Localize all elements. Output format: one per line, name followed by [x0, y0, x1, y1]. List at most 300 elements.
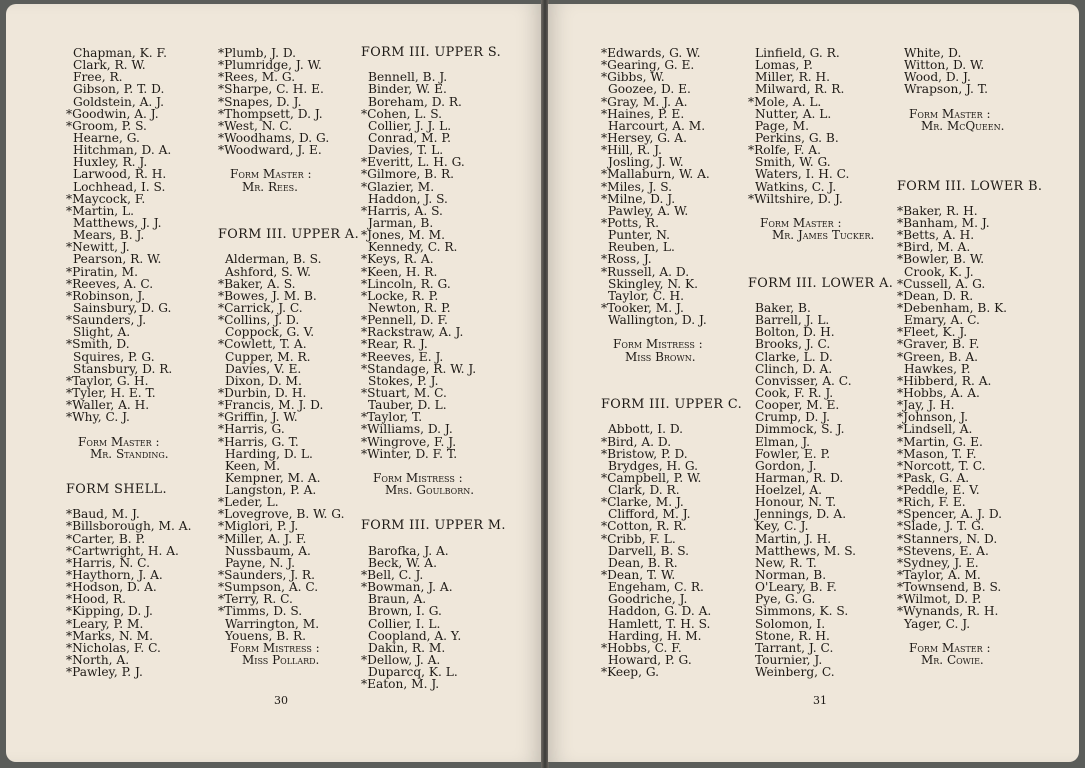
student-name: Conrad, M. P. [368, 130, 451, 145]
form-master-name: Miss Brown. [625, 349, 696, 364]
student-name: Jennings, D. A. [755, 507, 847, 522]
student-name: *Peddle, E. V. [897, 483, 980, 498]
student-name: Engeham, C. R. [608, 580, 704, 595]
student-name: *Betts, A. H. [897, 228, 975, 243]
student-name: *Wiltshire, D. J. [748, 191, 843, 206]
form-master-title: Form Master : [230, 167, 312, 182]
student-name: *Reeves, A. C. [66, 276, 154, 291]
student-name: Bennell, B. J. [368, 70, 448, 85]
student-name: *Miglori, P. J. [218, 519, 299, 534]
form-heading: FORM III. UPPER A. [218, 227, 360, 243]
student-name: Brown, I. G. [368, 604, 442, 619]
student-name: Barofka, J. A. [368, 543, 449, 558]
student-name: *Haythorn, J. A. [66, 568, 163, 583]
student-name: Huxley, R. J. [73, 155, 148, 170]
student-name: *Hersey, G. A. [601, 130, 687, 145]
student-name: Collier, J. J. L. [368, 118, 452, 133]
student-name: Abbott, I. D. [608, 422, 684, 437]
student-name: Wallington, D. J. [608, 313, 707, 328]
student-name: *Green, B. A. [897, 349, 979, 364]
student-name: *Fleet, K. J. [897, 325, 968, 340]
student-name: Kennedy, C. R. [368, 240, 458, 255]
student-name: *Debenham, B. K. [897, 300, 1008, 315]
student-name: Reuben, L. [608, 240, 675, 255]
student-name: *Dean, T. W. [601, 568, 676, 583]
student-name: *Stuart, M. C. [361, 385, 447, 400]
student-name: Skingley, N. K. [608, 276, 699, 291]
student-name: *Nicholas, F. C. [66, 640, 161, 655]
student-name: *Harris, N. C. [66, 555, 150, 570]
form-master-name: Mr. Rees. [242, 179, 298, 194]
form-heading: FORM III. UPPER C. [601, 397, 743, 413]
student-name: *Tooker, M. J. [601, 300, 684, 315]
student-name: *Terry, R. C. [218, 592, 293, 607]
student-name: *Rear, R. J. [361, 337, 428, 352]
student-name: *Eaton, M. J. [361, 677, 440, 692]
student-name: Boreham, D. R. [368, 94, 462, 109]
student-name: *Baker, A. S. [218, 276, 296, 291]
student-name: *Sharpe, C. H. E. [218, 82, 324, 97]
form-master-name: Mr. McQueen. [921, 118, 1005, 133]
student-name: *Hobbs, C. F. [601, 640, 682, 655]
spacer [361, 533, 506, 545]
student-name: *Bird, M. A. [897, 240, 971, 255]
spacer [601, 375, 742, 387]
student-name: Sainsbury, D. G. [73, 300, 172, 315]
student-name: Clifford, M. J. [608, 507, 691, 522]
student-name: *Haines, P. E. [601, 106, 685, 121]
student-name: Taylor, C. H. [608, 288, 684, 303]
student-name: Punter, N. [608, 228, 671, 243]
student-name: *Miles, J. S. [601, 179, 673, 194]
student-name: *Hood, R. [66, 592, 126, 607]
student-name: *Cotton, R. R. [601, 519, 687, 534]
student-name: *Piratin, M. [66, 264, 139, 279]
student-name: Haddon, J. S. [368, 191, 448, 206]
student-name: Matthews, M. S. [755, 543, 857, 558]
student-name: Howard, P. G. [608, 653, 692, 668]
student-name: *Potts, R. [601, 215, 659, 230]
student-name: *Stanners, N. D. [897, 531, 998, 546]
student-name: *Bowes, J. M. B. [218, 288, 317, 303]
student-name: Watkins, C. J. [755, 179, 837, 194]
spacer [897, 193, 1042, 205]
right-page [548, 4, 1079, 762]
form-master-title: Form Mistress : [230, 640, 320, 655]
student-name: Dakin, R. M. [368, 640, 446, 655]
student-name: Jarman, B. [368, 215, 434, 230]
student-name: *Newitt, J. [66, 240, 130, 255]
student-name: *Billsborough, M. A. [66, 519, 192, 534]
spacer [748, 253, 893, 265]
student-name: *Gibbs, W. [601, 70, 665, 85]
student-name: Pye, G. G. [755, 592, 816, 607]
student-name: *Dean, D. R. [897, 288, 974, 303]
student-name: *Rolfe, F. A. [748, 143, 821, 158]
student-name: Squires, P. G. [73, 349, 155, 364]
student-name: *Lindsell, A. [897, 422, 973, 437]
form-master-title: Form Master : [909, 106, 991, 121]
spacer [66, 460, 191, 472]
student-name: *Plumridge, J. W. [218, 58, 322, 73]
student-name: Harding, H. M. [608, 628, 702, 643]
student-name: Lochhead, I. S. [73, 179, 166, 194]
student-name: Youens, B. R. [225, 628, 306, 643]
spacer [897, 96, 1042, 108]
student-name: Smith, W. G. [755, 155, 831, 170]
student-name: Hitchman, D. A. [73, 143, 172, 158]
form-master-name: Miss Pollard. [242, 653, 320, 668]
form-heading: FORM III. LOWER A. [748, 275, 894, 291]
student-name: Page, M. [755, 118, 810, 133]
student-name: Hoelzel, A. [755, 483, 823, 498]
student-name: *Bristow, P. D. [601, 446, 688, 461]
student-name: Clinch, D. A. [755, 361, 833, 376]
student-name: *Bowler, B. W. [897, 252, 985, 267]
student-name: *Rackstraw, A. J. [361, 325, 464, 340]
student-name: Honour, N. T. [755, 495, 837, 510]
student-name: Beck, W. A. [368, 555, 437, 570]
student-name: Davies, T. L. [368, 143, 444, 158]
student-name: Cook, F. R. J. [755, 385, 834, 400]
student-name: *Rees, M. G. [218, 70, 296, 85]
student-name: Ashford, S. W. [225, 264, 312, 279]
student-name: Weinberg, C. [755, 665, 835, 680]
student-name: Norman, B. [755, 568, 827, 583]
student-name: *Campbell, P. W. [601, 470, 702, 485]
student-name: *Lovegrove, B. W. G. [218, 507, 345, 522]
student-name: *Kipping, D. J. [66, 604, 153, 619]
student-name: *Wynands, R. H. [897, 604, 999, 619]
student-name: *Norcott, T. C. [897, 458, 986, 473]
student-name: Davies, V. E. [225, 361, 302, 376]
student-name: *Stevens, E. A. [897, 543, 989, 558]
student-name: *Wingrove, F. J. [361, 434, 457, 449]
student-name: *Taylor, T. [361, 410, 423, 425]
student-name: Waters, I. H. C. [755, 167, 850, 182]
student-name: Baker, B. [755, 300, 811, 315]
student-name: *Keys, R. A. [361, 252, 434, 267]
student-name: Chapman, K. F. [73, 46, 167, 60]
form-heading: FORM III. UPPER M. [361, 518, 506, 534]
page-number-right: 31 [813, 694, 827, 707]
student-name: *Griffin, J. W. [218, 410, 298, 425]
right-column-3 [897, 47, 1042, 666]
student-name: Payne, N. J. [225, 555, 296, 570]
student-name: Cupper, M. R. [225, 349, 311, 364]
student-name: Milward, R. R. [755, 82, 845, 97]
student-name: *Gilmore, B. R. [361, 167, 455, 182]
student-name: Wood, D. J. [904, 70, 971, 85]
right-column-1 [601, 47, 742, 678]
student-name: Dixon, D. M. [225, 373, 302, 388]
student-name: *Banham, M. J. [897, 215, 990, 230]
student-name: *Groom, P. S. [66, 118, 147, 133]
student-name: *Edwards, G. W. [601, 46, 701, 60]
student-name: White, D. [904, 46, 962, 60]
student-name: *Robinson, J. [66, 288, 146, 303]
student-name: *Hobbs, A. A. [897, 385, 980, 400]
student-name: *Graver, B. F. [897, 337, 980, 352]
student-name: Josling, J. W. [608, 155, 684, 170]
student-name: *Standage, R. W. J. [361, 361, 477, 376]
student-name: *Sumpson, A. C. [218, 580, 319, 595]
spacer [361, 496, 506, 508]
student-name: New, R. T. [755, 555, 817, 570]
student-name: Goldstein, A. J. [73, 94, 164, 109]
student-name: *Maycock, F. [66, 191, 146, 206]
right-column-2 [748, 47, 893, 678]
student-name: *Why, C. J. [66, 410, 130, 425]
student-name: Nussbaum, A. [225, 543, 311, 558]
student-name: *Carrick, J. C. [218, 300, 303, 315]
student-name: *Thompsett, D. J. [218, 106, 323, 121]
student-name: Gordon, J. [755, 458, 817, 473]
student-name: *Winter, D. F. T. [361, 446, 458, 461]
student-name: *Glazier, M. [361, 179, 435, 194]
student-name: Nutter, A. L. [755, 106, 832, 121]
student-name: *Townsend, B. S. [897, 580, 1002, 595]
student-name: Duparcq, K. L. [368, 665, 458, 680]
student-name: Darvell, B. S. [608, 543, 689, 558]
student-name: Stansbury, D. R. [73, 361, 173, 376]
student-name: *Snapes, D. J. [218, 94, 302, 109]
student-name: Coopland, A. Y. [368, 628, 462, 643]
student-name: Kempner, M. A. [225, 470, 321, 485]
form-master-title: Form Mistress : [613, 337, 703, 352]
left-page [6, 4, 542, 762]
student-name: Emary, A. C. [904, 313, 980, 328]
student-name: *Cohen, L. S. [361, 106, 443, 121]
student-name: *Durbin, D. H. [218, 385, 307, 400]
form-heading: FORM SHELL. [66, 482, 167, 498]
student-name: *Hill, R. J. [601, 143, 662, 158]
student-name: *West, N. C. [218, 118, 293, 133]
student-name: Bolton, D. H. [755, 325, 835, 340]
student-name: Dimmock, S. J. [755, 422, 845, 437]
student-name: *North, A. [66, 653, 130, 668]
student-name: *Bowman, J. A. [361, 580, 453, 595]
student-name: Harcourt, A. M. [608, 118, 706, 133]
student-name: *Taylor, A. M. [897, 568, 981, 583]
student-name: *Baker, R. H. [897, 203, 978, 218]
student-name: *Wilmot, D. P. [897, 592, 982, 607]
left-column-1 [66, 47, 191, 678]
student-name: *Mole, A. L. [748, 94, 822, 109]
student-name: Martin, J. H. [755, 531, 832, 546]
student-name: Tarrant, J. C. [755, 640, 834, 655]
student-name: Hawkes, P. [904, 361, 971, 376]
student-name: *Collins, J. D. [218, 313, 300, 328]
student-name: Hearne, G. [73, 130, 140, 145]
student-name: *Pennell, D. F. [361, 313, 448, 328]
student-name: Pearson, R. W. [73, 252, 162, 267]
student-name: *Pask, G. A. [897, 470, 970, 485]
form-master-title: Form Master : [78, 434, 160, 449]
student-name: Slight, A. [73, 325, 131, 340]
spacer [218, 205, 359, 217]
form-master-name: Mr. James Tucker. [772, 228, 875, 243]
student-name: *Taylor, G. H. [66, 373, 149, 388]
student-name: *Slade, J. T. G. [897, 519, 985, 534]
student-name: Cooper, M. E. [755, 398, 840, 413]
student-name: Crook, K. J. [904, 264, 974, 279]
student-name: *Milne, D. J. [601, 191, 676, 206]
spacer [748, 241, 893, 253]
student-name: *Smith, D. [66, 337, 130, 352]
student-name: *Leary, P. M. [66, 616, 144, 631]
student-name: Harding, D. L. [225, 446, 313, 461]
spacer [897, 144, 1042, 156]
student-name: Matthews, J. J. [73, 215, 162, 230]
student-name: Braun, A. [368, 592, 427, 607]
student-name: *Hibberd, R. A. [897, 373, 992, 388]
student-name: *Williams, D. J. [361, 422, 453, 437]
page-number-left: 30 [274, 694, 288, 707]
left-column-3 [361, 47, 506, 690]
student-name: Solomon, I. [755, 616, 826, 631]
student-name: *Lincoln, R. G. [361, 276, 451, 291]
student-name: *Mason, T. F. [897, 446, 977, 461]
form-heading: FORM III. LOWER B. [897, 178, 1043, 194]
student-name: *Russell, A. D. [601, 264, 690, 279]
student-name: *Plumb, J. D. [218, 46, 297, 60]
student-name: *Cartwright, H. A. [66, 543, 179, 558]
student-name: Tauber, D. L. [368, 398, 447, 413]
student-name: *Bird, A. D. [601, 434, 672, 449]
student-name: *Woodhams, D. G. [218, 130, 330, 145]
form-master-title: Form Mistress : [373, 470, 463, 485]
student-name: Simmons, K. S. [755, 604, 849, 619]
student-name: Larwood, R. H. [73, 167, 167, 182]
student-name: *Bell, C. J. [361, 568, 424, 583]
student-name: Crump, D. J. [755, 410, 831, 425]
student-name: *Keen, H. R. [361, 264, 438, 279]
form-master-title: Form Master : [760, 215, 842, 230]
form-master-name: Mrs. Goulborn. [385, 483, 475, 498]
student-name: Collier, I. L. [368, 616, 441, 631]
student-name: *Ross, J. [601, 252, 652, 267]
student-name: Convisser, A. C. [755, 373, 852, 388]
student-name: *Keep, G. [601, 665, 660, 680]
student-name: *Cribb, F. L. [601, 531, 676, 546]
student-name: Brooks, J. C. [755, 337, 831, 352]
student-name: Free, R. [73, 70, 123, 85]
student-name: *Martin, L. [66, 203, 135, 218]
form-master-name: Mr. Standing. [90, 446, 169, 461]
student-name: Brydges, H. G. [608, 458, 699, 473]
student-name: *Saunders, J. R. [218, 568, 315, 583]
student-name: *Goodwin, A. J. [66, 106, 159, 121]
student-name: Clark, R. W. [73, 58, 146, 73]
student-name: *Martin, G. E. [897, 434, 983, 449]
student-name: *Saunders, J. [66, 313, 147, 328]
student-name: *Spencer, A. J. D. [897, 507, 1003, 522]
student-name: Yager, C. J. [904, 616, 971, 631]
student-name: Fowler, E. P. [755, 446, 831, 461]
student-name: *Harris, A. S. [361, 203, 443, 218]
student-name: *Harris, G. T. [218, 434, 299, 449]
student-name: Langston, P. A. [225, 483, 317, 498]
student-name: Warrington, M. [225, 616, 320, 631]
student-name: Dean, B. R. [608, 555, 678, 570]
student-name: *Marks, N. M. [66, 628, 154, 643]
student-name: *Timms, D. S. [218, 604, 303, 619]
student-name: *Waller, A. H. [66, 398, 150, 413]
student-name: Gibson, P. T. D. [73, 82, 165, 97]
student-name: Stone, R. H. [755, 628, 830, 643]
student-name: *Miller, A. J. F. [218, 531, 307, 546]
student-name: Pawley, A. W. [608, 203, 689, 218]
student-name: Newton, R. P. [368, 300, 451, 315]
spacer [218, 193, 359, 205]
student-name: *Rich, F. E. [897, 495, 966, 510]
student-name: Hamlett, T. H. S. [608, 616, 711, 631]
student-name: Tournier, J. [755, 653, 823, 668]
student-name: Keen, M. [225, 458, 281, 473]
left-column-2 [218, 47, 359, 666]
student-name: *Harris, G. [218, 422, 285, 437]
student-name: *Locke, R. P. [361, 288, 439, 303]
student-name: *Mallaburn, W. A. [601, 167, 710, 182]
student-name: Clarke, L. D. [755, 349, 833, 364]
spacer [897, 132, 1042, 144]
student-name: *Gray, M. J. A. [601, 94, 688, 109]
spacer [66, 423, 191, 435]
student-name: Perkins, G. B. [755, 130, 839, 145]
student-name: *Hodson, D. A. [66, 580, 157, 595]
form-master-name: Mr. Cowie. [921, 653, 984, 668]
student-name: *Gearing, G. E. [601, 58, 695, 73]
student-name: Goodriche, J. [608, 592, 688, 607]
student-name: Harman, R. D. [755, 470, 844, 485]
student-name: *Dellow, J. A. [361, 653, 441, 668]
student-name: Clark, D. R. [608, 483, 680, 498]
student-name: *Cowlett, T. A. [218, 337, 307, 352]
form-heading: FORM III. UPPER S. [361, 45, 502, 60]
student-name: Witton, D. W. [904, 58, 985, 73]
student-name: Key, C. J. [755, 519, 809, 534]
student-name: Elman, J. [755, 434, 811, 449]
student-name: *Jones, M. M. [361, 228, 445, 243]
spacer [897, 156, 1042, 168]
student-name: *Reeves, E. J. [361, 349, 444, 364]
student-name: Miller, R. H. [755, 70, 831, 85]
student-name: *Tyler, H. E. T. [66, 385, 156, 400]
student-name: *Francis, M. J. D. [218, 398, 324, 413]
student-name: *Baud, M. J. [66, 507, 140, 522]
student-name: Wrapson, J. T. [904, 82, 988, 97]
student-name: Goozee, D. E. [608, 82, 691, 97]
student-name: Alderman, B. S. [225, 252, 322, 267]
student-name: Coppock, G. V. [225, 325, 315, 340]
student-name: O'Leary, B. F. [755, 580, 837, 595]
form-master-title: Form Master : [909, 640, 991, 655]
student-name: Stokes, P. J. [368, 373, 439, 388]
student-name: *Clarke, M. J. [601, 495, 684, 510]
student-name: *Jay, J. H. [897, 398, 955, 413]
student-name: *Everitt, L. H. G. [361, 155, 465, 170]
student-name: Lomas, P. [755, 58, 813, 73]
student-name: *Pawley, P. J. [66, 665, 143, 680]
student-name: Haddon, G. D. A. [608, 604, 712, 619]
student-name: *Johnson, J. [897, 410, 969, 425]
student-name: Linfield, G. R. [755, 46, 840, 60]
student-name: Barrell, J. L. [755, 313, 830, 328]
student-name: *Leder, L. [218, 495, 279, 510]
student-name: *Sydney, J. E. [897, 555, 979, 570]
student-name: *Carter, B. P. [66, 531, 146, 546]
